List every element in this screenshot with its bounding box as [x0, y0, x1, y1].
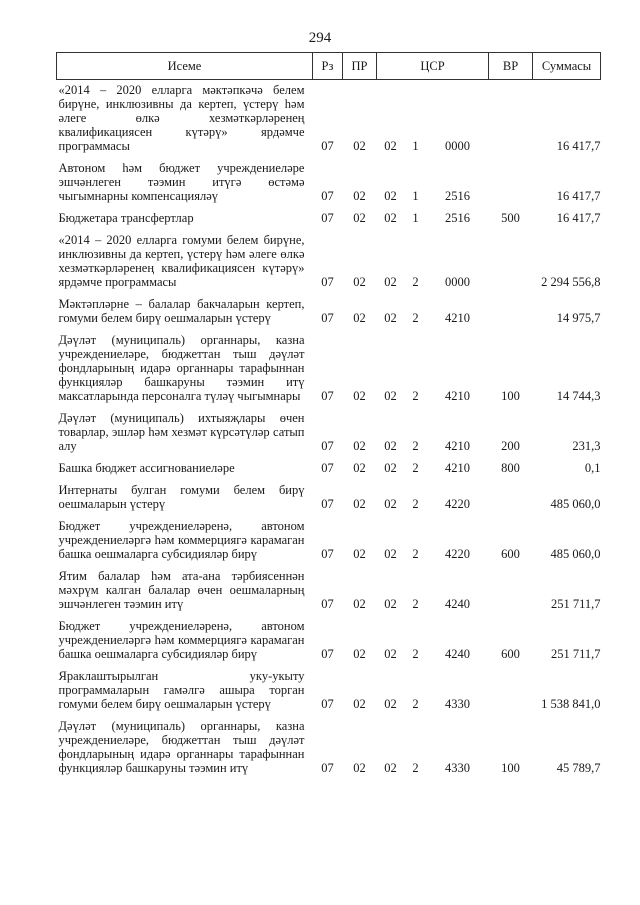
table-row — [57, 294, 601, 330]
cell-pr: 02 — [353, 139, 366, 153]
cell-name: «2014 – 2020 елларга гомуми белем бирүне, инклюзивны да кертеп, үстерү һәм әлеге өлкә хезмәткәрләренең квалификациясен күтәрү» ярдәмче программасы — [58, 233, 305, 289]
table-row — [57, 230, 601, 294]
cell-csr-part-3: 0000 — [445, 275, 471, 289]
cell-rz: 07 — [321, 189, 334, 203]
cell-name: Дәүләт (муниципаль) ихтыяҗлары өчен товарлар, эшләр һәм хезмәт күрсәтүләр сатып алу — [58, 411, 305, 453]
cell-csr-part-1: 02 — [384, 461, 397, 475]
cell-vr: 100 — [501, 761, 520, 775]
cell-name: Интернаты булган гомуми белем бирү оешмаларын үстерү — [58, 483, 305, 511]
cell-pr: 02 — [353, 597, 366, 611]
table-row — [57, 716, 601, 780]
header-name: Исеме — [57, 53, 313, 80]
cell-pr: 02 — [353, 461, 366, 475]
cell-sum: 485 060,0 — [550, 547, 601, 561]
cell-csr-part-1: 02 — [384, 597, 397, 611]
cell-csr-part-3: 2516 — [445, 189, 471, 203]
cell-name: Дәүләт (муниципаль) органнары, казна учреждениеләре, бюджеттан тыш дәүләт фондларының идарә органнары тарафыннан функцияләр башкаруны тәэмин итү максатларында персоналга түләү чыгымнары — [58, 333, 305, 403]
cell-pr: 02 — [353, 647, 366, 661]
cell-pr: 02 — [353, 439, 366, 453]
cell-csr-part-3: 4240 — [445, 647, 471, 661]
cell-name: Бюджет учреждениеләренә, автоном учреждениеләргә һәм коммерциягә карамаган башка оешмаларга субсидияләр бирү — [58, 519, 305, 561]
table-row — [57, 330, 601, 408]
cell-pr: 02 — [353, 275, 366, 289]
cell-rz: 07 — [321, 311, 334, 325]
cell-csr-part-1: 02 — [384, 697, 397, 711]
cell-vr — [489, 158, 533, 208]
cell-name: Яраклаштырылган уку-укыту программаларын гамәлгә ашыра торган гомуми белем бирү оешмаларын үстерү — [58, 669, 305, 711]
cell-rz: 07 — [321, 497, 334, 511]
cell-rz: 07 — [321, 697, 334, 711]
cell-rz: 07 — [321, 647, 334, 661]
cell-csr-part-3: 4210 — [445, 461, 471, 475]
table-row — [57, 666, 601, 716]
table-row — [57, 480, 601, 516]
cell-vr: 200 — [501, 439, 520, 453]
cell-sum: 16 417,7 — [556, 211, 601, 225]
page-number: 294 — [308, 30, 332, 46]
cell-vr: 600 — [501, 647, 520, 661]
cell-rz: 07 — [321, 389, 334, 403]
cell-sum: 16 417,7 — [556, 139, 601, 153]
cell-vr — [489, 294, 533, 330]
cell-rz: 07 — [321, 211, 334, 225]
cell-csr-part-3: 4330 — [445, 697, 471, 711]
cell-rz: 07 — [321, 275, 334, 289]
cell-csr-part-3: 4210 — [445, 439, 471, 453]
cell-csr-part-2: 1 — [412, 139, 419, 153]
header-vr: ВР — [489, 53, 533, 80]
cell-sum: 16 417,7 — [556, 189, 601, 203]
cell-csr-part-3: 4220 — [445, 547, 471, 561]
cell-csr-part-2: 2 — [412, 597, 419, 611]
cell-name: Автоном һәм бюджет учреждениеләре эшчәнлеген тәэмин итүгә өстәмә чыгымнарны компенсацияләү — [58, 161, 305, 203]
cell-name: Башка бюджет ассигнованиеләре — [58, 461, 235, 475]
table-row — [57, 158, 601, 208]
cell-pr: 02 — [353, 697, 366, 711]
table-row — [57, 516, 601, 566]
cell-vr — [489, 480, 533, 516]
cell-pr: 02 — [353, 211, 366, 225]
cell-rz: 07 — [321, 761, 334, 775]
cell-sum: 14 975,7 — [556, 311, 601, 325]
table-row — [57, 616, 601, 666]
cell-csr-part-1: 02 — [384, 311, 397, 325]
table-row — [57, 458, 601, 480]
header-rz: Рз — [313, 53, 343, 80]
cell-csr-part-2: 2 — [412, 439, 419, 453]
table-row — [57, 566, 601, 616]
cell-vr: 100 — [501, 389, 520, 403]
cell-csr-part-3: 4330 — [445, 761, 471, 775]
cell-rz: 07 — [321, 547, 334, 561]
cell-csr-part-1: 02 — [384, 761, 397, 775]
cell-name: Бюджет учреждениеләренә, автоном учреждениеләргә һәм коммерциягә карамаган башка оешмаларга субсидияләр бирү — [58, 619, 305, 661]
cell-csr-part-2: 2 — [412, 275, 419, 289]
cell-sum: 251 711,7 — [550, 647, 601, 661]
cell-csr-part-2: 2 — [412, 497, 419, 511]
cell-csr-part-2: 2 — [412, 761, 419, 775]
cell-rz: 07 — [321, 597, 334, 611]
cell-vr: 500 — [501, 211, 520, 225]
cell-pr: 02 — [353, 189, 366, 203]
cell-vr — [489, 566, 533, 616]
cell-name: «2014 – 2020 елларга мәктәпкәчә белем бирүне, инклюзивны да кертеп, үстерү һәм әлеге өлкә хезмәткәрләренең квалификациясен күтәрү» ярдәмче программасы — [58, 83, 305, 153]
cell-csr-part-3: 4220 — [445, 497, 471, 511]
cell-csr-part-2: 2 — [412, 547, 419, 561]
cell-csr-part-1: 02 — [384, 547, 397, 561]
cell-csr-part-3: 0000 — [445, 139, 471, 153]
cell-csr-part-2: 1 — [412, 211, 419, 225]
cell-csr-part-1: 02 — [384, 275, 397, 289]
cell-pr: 02 — [353, 497, 366, 511]
header-csr: ЦСР — [377, 53, 489, 80]
header-sum: Суммасы — [533, 53, 601, 80]
cell-csr-part-2: 2 — [412, 461, 419, 475]
cell-csr-part-2: 2 — [412, 389, 419, 403]
cell-csr-part-3: 2516 — [445, 211, 471, 225]
cell-csr-part-1: 02 — [384, 139, 397, 153]
cell-vr: 800 — [501, 461, 520, 475]
cell-csr-part-1: 02 — [384, 389, 397, 403]
cell-csr-part-3: 4210 — [445, 389, 471, 403]
table-header-row — [57, 53, 601, 80]
cell-vr — [489, 666, 533, 716]
table-row — [57, 408, 601, 458]
cell-csr-part-3: 4210 — [445, 311, 471, 325]
cell-rz: 07 — [321, 461, 334, 475]
cell-sum: 485 060,0 — [550, 497, 601, 511]
cell-csr-part-1: 02 — [384, 647, 397, 661]
cell-name: Дәүләт (муниципаль) органнары, казна учреждениеләре, бюджеттан тыш дәүләт фондларының идарә органнары тарафыннан функцияләр башкаруны тәэмин итү — [58, 719, 305, 775]
cell-pr: 02 — [353, 547, 366, 561]
table-row — [57, 80, 601, 159]
cell-csr-part-2: 2 — [412, 311, 419, 325]
cell-vr — [489, 80, 533, 159]
cell-rz: 07 — [321, 139, 334, 153]
cell-sum: 1 538 841,0 — [541, 697, 601, 711]
cell-csr-part-1: 02 — [384, 497, 397, 511]
cell-csr-part-2: 2 — [412, 697, 419, 711]
cell-csr-part-2: 2 — [412, 647, 419, 661]
cell-sum: 231,3 — [572, 439, 601, 453]
cell-csr-part-1: 02 — [384, 439, 397, 453]
cell-pr: 02 — [353, 311, 366, 325]
cell-csr-part-3: 4240 — [445, 597, 471, 611]
cell-pr: 02 — [353, 761, 366, 775]
cell-vr — [489, 230, 533, 294]
cell-pr: 02 — [353, 389, 366, 403]
cell-sum: 2 294 556,8 — [541, 275, 601, 289]
cell-sum: 14 744,3 — [556, 389, 601, 403]
cell-csr-part-1: 02 — [384, 211, 397, 225]
cell-sum: 0,1 — [584, 461, 601, 475]
cell-rz: 07 — [321, 439, 334, 453]
cell-sum: 251 711,7 — [550, 597, 601, 611]
cell-name: Мәктәпләрне – балалар бакчаларын кертеп, гомуми белем бирү оешмаларын үстерү — [58, 297, 305, 325]
cell-name: Ятим балалар һәм ата-ана тәрбиясеннән мәхрүм калган балалар өчен оешмаларның эшчәнлеген тәэмин итү — [58, 569, 305, 611]
cell-csr-part-2: 1 — [412, 189, 419, 203]
budget-table — [56, 52, 601, 780]
table-row — [57, 208, 601, 230]
cell-name: Бюджетара трансфертлар — [58, 211, 194, 225]
header-pr: ПР — [343, 53, 377, 80]
cell-sum: 45 789,7 — [556, 761, 601, 775]
cell-csr-part-1: 02 — [384, 189, 397, 203]
cell-vr: 600 — [501, 547, 520, 561]
